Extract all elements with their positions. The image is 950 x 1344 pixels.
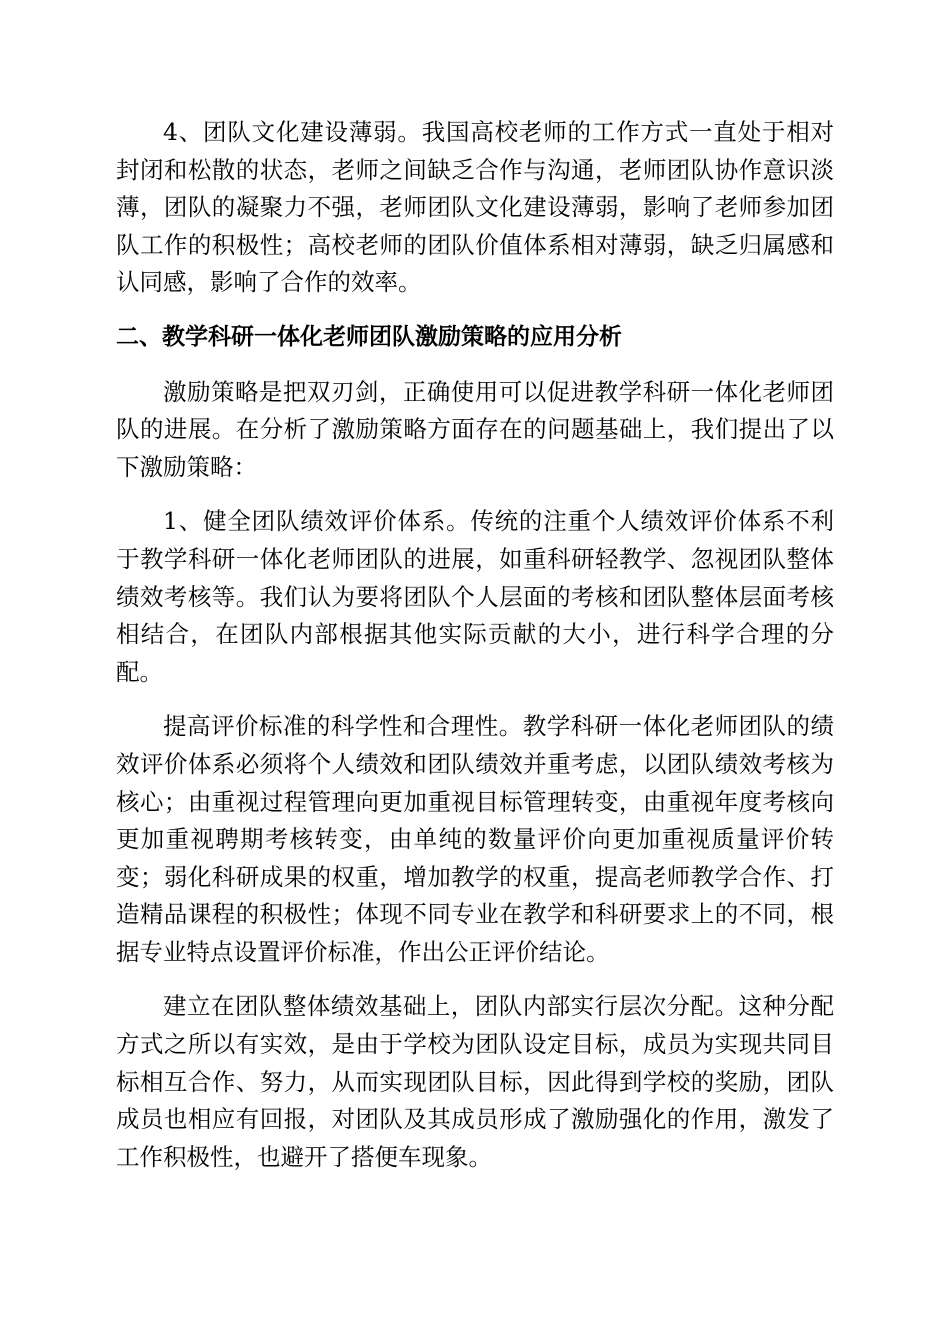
paragraph-performance-system: 1、健全团队绩效评价体系。传统的注重个人绩效评价体系不利于教学科研一体化老师团队的进展，如重科研轻教学、忽视团队整体绩效考核等。我们认为要将团队个人层面的考核和团队整体层面考核相结合，在团队内部根据其他实际贡献的大小，进行科学合理的分配。	[116, 507, 834, 686]
section-heading: 二、教学科研一体化老师团队激励策略的应用分析	[116, 323, 622, 350]
paragraph-team-culture: 4、团队文化建设薄弱。我国高校老师的工作方式一直处于相对封闭和松散的状态，老师之间缺乏合作与沟通，老师团队协作意识淡薄，团队的凝聚力不强，老师团队文化建设薄弱，影响了老师参加团队工作的积极性；高校老师的团队价值体系相对薄弱，缺乏归属感和认同感，影响了合作的效率。	[116, 118, 834, 297]
paragraph-incentive-intro: 激励策略是把双刃剑，正确使用可以促进教学科研一体化老师团队的进展。在分析了激励策略方面存在的问题基础上，我们提出了以下激励策略：	[116, 377, 834, 481]
document-body	[116, 114, 834, 1176]
paragraph-layered-distribution: 建立在团队整体绩效基础上，团队内部实行层次分配。这种分配方式之所以有实效，是由于学校为团队设定目标，成员为实现共同目标相互合作、努力，从而实现团队目标，因此得到学校的奖励，团队成员也相应有回报，对团队及其成员形成了激励强化的作用，激发了工作积极性，也避开了搭便车现象。	[116, 992, 834, 1171]
paragraph-evaluation-standards: 提高评价标准的科学性和合理性。教学科研一体化老师团队的绩效评价体系必须将个人绩效和团队绩效并重考虑，以团队绩效考核为核心；由重视过程管理向更加重视目标管理转变，由重视年度考核向更加重视聘期考核转变，由单纯的数量评价向更加重视质量评价转变；弱化科研成果的权重，增加教学的权重，提高老师教学合作、打造精品课程的积极性；体现不同专业在教学和科研要求上的不同，根据专业特点设置评价标准，作出公正评价结论。	[116, 712, 834, 966]
